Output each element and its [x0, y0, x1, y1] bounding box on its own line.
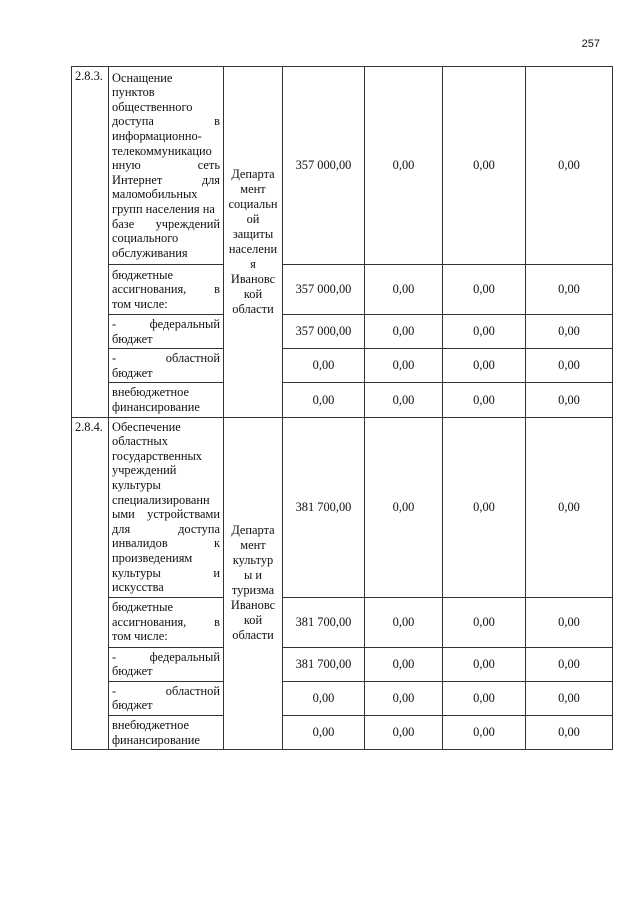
item-description [109, 597, 224, 647]
description-line: бюджет [112, 331, 153, 346]
table-row [72, 681, 613, 715]
item-description [109, 383, 224, 417]
department-line: Ивановс [230, 271, 276, 286]
description-line: базе учреждений [112, 216, 220, 231]
funding-value: 0,00 [526, 681, 613, 715]
department-line: мент [240, 181, 266, 196]
table-row [72, 716, 613, 750]
department-line: кой [243, 286, 263, 301]
description-line: том числе: [112, 296, 168, 311]
description-line: произведениям [112, 550, 193, 565]
funding-value: 381 700,00 [283, 647, 365, 681]
description-line: - федеральный [112, 317, 220, 331]
funding-value: 0,00 [283, 681, 365, 715]
description-line: областных [112, 434, 168, 449]
funding-value: 0,00 [443, 265, 526, 315]
department-line: туризма [231, 583, 275, 598]
description-line: информационно- [112, 129, 202, 144]
page-number: 257 [581, 38, 600, 50]
department-line: Департа [231, 523, 275, 538]
description-line: Интернет для [112, 172, 220, 187]
description-line: для доступа [112, 521, 220, 536]
table-row [72, 417, 613, 597]
description-line: ассигнования, в [112, 282, 220, 297]
description-line: групп населения на [112, 201, 215, 216]
funding-value: 0,00 [526, 647, 613, 681]
description-line: искусства [112, 580, 164, 595]
description-line: - федеральный [112, 649, 220, 664]
funding-value: 0,00 [443, 597, 526, 647]
description-line: ыми устройствами [112, 507, 220, 522]
description-line: нную сеть [112, 158, 220, 173]
funding-value: 357 000,00 [283, 67, 365, 265]
item-description [109, 67, 224, 265]
funding-value: 0,00 [283, 349, 365, 383]
description-line: телекоммуникацио [112, 143, 212, 158]
item-code: 2.8.3. [72, 67, 109, 418]
description-line: культуры и [112, 565, 220, 580]
funding-value: 0,00 [365, 716, 443, 750]
department-line: Департа [231, 166, 275, 181]
funding-value: 0,00 [526, 265, 613, 315]
description-line: финансирование [112, 399, 200, 414]
table-row [72, 349, 613, 383]
description-line: бюджет [112, 365, 153, 380]
table-row [72, 265, 613, 315]
responsible-department [224, 417, 283, 750]
department-line: Ивановс [230, 598, 276, 613]
table-row [72, 383, 613, 417]
description-line: бюджетные [112, 267, 174, 282]
description-line: государственных [112, 448, 203, 463]
funding-value: 381 700,00 [283, 417, 365, 597]
funding-value: 0,00 [526, 349, 613, 383]
description-line: - областной [112, 351, 220, 366]
item-description [109, 315, 224, 349]
department-line: я [250, 256, 256, 271]
funding-value: 0,00 [443, 716, 526, 750]
description-line: доступа в [112, 114, 220, 129]
description-line: культуры [112, 477, 161, 492]
item-description [109, 716, 224, 750]
funding-value: 0,00 [443, 349, 526, 383]
funding-value: 0,00 [526, 417, 613, 597]
item-description [109, 681, 224, 715]
funding-value: 357 000,00 [283, 315, 365, 349]
description-line: Оснащение [112, 70, 173, 85]
item-description [109, 265, 224, 315]
funding-value: 0,00 [365, 383, 443, 417]
funding-value: 381 700,00 [283, 597, 365, 647]
description-line: ассигнования, в [112, 614, 220, 629]
funding-value: 0,00 [365, 647, 443, 681]
funding-value: 0,00 [526, 597, 613, 647]
funding-value: 0,00 [365, 597, 443, 647]
funding-value: 0,00 [443, 681, 526, 715]
description-line: - областной [112, 683, 220, 698]
description-line: пунктов [112, 85, 155, 100]
description-line: обслуживания [112, 245, 188, 260]
description-line: маломобильных [112, 187, 198, 202]
funding-value: 0,00 [365, 67, 443, 265]
funding-value: 0,00 [526, 716, 613, 750]
funding-value: 0,00 [443, 383, 526, 417]
item-description [109, 417, 224, 597]
funding-value: 0,00 [526, 315, 613, 349]
funding-value: 0,00 [526, 67, 613, 265]
funding-value: 0,00 [526, 383, 613, 417]
description-line: бюджет [112, 698, 153, 713]
department-line: населени [228, 241, 278, 256]
funding-value: 0,00 [365, 681, 443, 715]
funding-value: 0,00 [283, 383, 365, 417]
description-line: учреждений [112, 463, 177, 478]
item-description [109, 647, 224, 681]
description-line: социального [112, 231, 179, 246]
funding-value: 0,00 [365, 315, 443, 349]
table-row [72, 67, 613, 265]
department-line: области [232, 628, 274, 643]
department-line: мент [240, 538, 266, 553]
table-body [72, 67, 613, 750]
description-line: бюджет [112, 664, 153, 679]
description-line: внебюджетное [112, 385, 190, 400]
description-line: инвалидов к [112, 536, 220, 551]
department-line: культур [232, 553, 274, 568]
funding-value: 0,00 [365, 349, 443, 383]
table-row [72, 597, 613, 647]
department-line: ой [246, 211, 260, 226]
description-line: том числе: [112, 629, 168, 644]
funding-value: 357 000,00 [283, 265, 365, 315]
funding-value: 0,00 [443, 315, 526, 349]
department-line: социальн [228, 196, 278, 211]
department-line: защиты [232, 226, 274, 241]
table-row [72, 647, 613, 681]
department-line: ы и [243, 568, 263, 583]
department-line: кой [243, 613, 263, 628]
table-row [72, 315, 613, 349]
description-line: бюджетные [112, 600, 174, 615]
funding-value: 0,00 [283, 716, 365, 750]
description-line: общественного [112, 99, 193, 114]
description-line: Обеспечение [112, 419, 181, 434]
funding-value: 0,00 [365, 417, 443, 597]
item-code: 2.8.4. [72, 417, 109, 750]
funding-value: 0,00 [365, 265, 443, 315]
description-line: специализированн [112, 492, 210, 507]
description-line: внебюджетное [112, 718, 190, 733]
department-line: области [232, 301, 274, 316]
funding-value: 0,00 [443, 417, 526, 597]
description-line: финансирование [112, 732, 200, 747]
budget-table [71, 66, 613, 750]
item-description [109, 349, 224, 383]
funding-value: 0,00 [443, 67, 526, 265]
responsible-department [224, 67, 283, 418]
funding-value: 0,00 [443, 647, 526, 681]
